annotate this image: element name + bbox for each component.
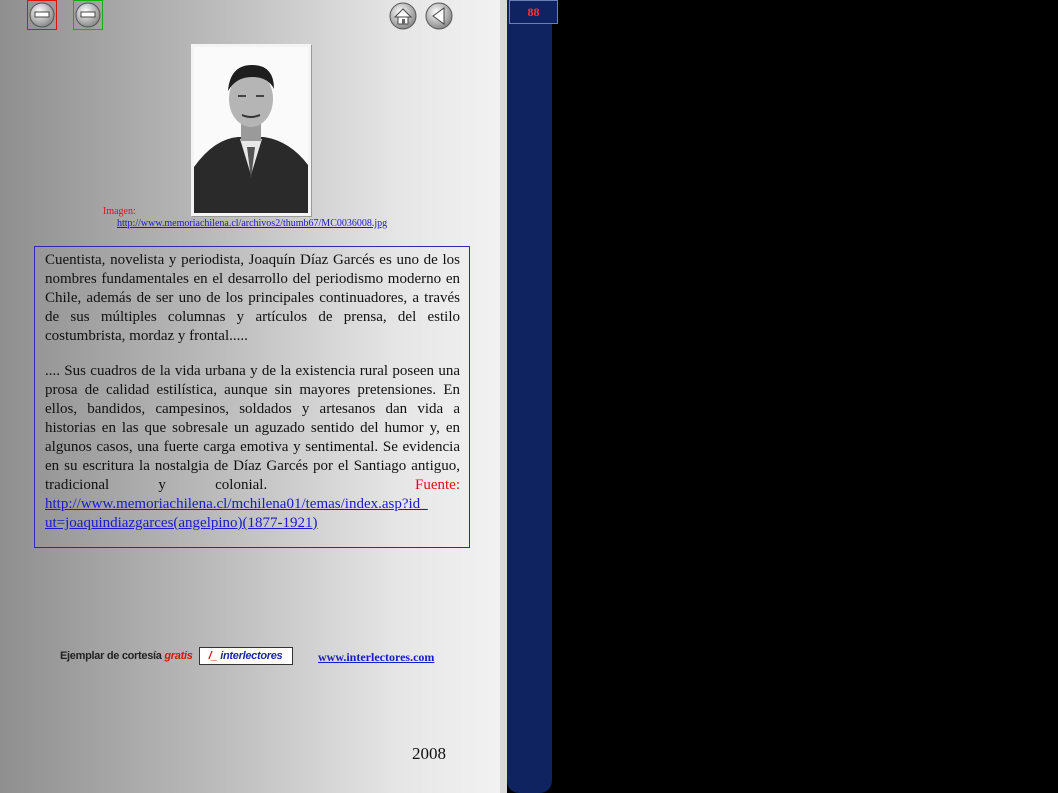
zoom-out-button[interactable] [27,0,57,30]
courtesy-logo[interactable] [60,646,293,666]
source-link[interactable]: http://www.memoriachilena.cl/mchilena01/temas/index.asp?id_ ut=joaquindiazgarces(angelpino)(1877-1921) [45,496,428,531]
year: 2008 [412,744,446,763]
page-number: 88 [509,0,558,24]
paragraph-2 [45,362,460,533]
source-label: Fuente: [415,477,460,493]
website-link[interactable]: www.interlectores.com [318,650,435,664]
article-box [34,246,470,548]
slash-icon: /_ [208,650,218,662]
brand-badge [199,647,293,665]
paragraph-2-text: .... Sus cuadros de la vida urbana y de la existencia rural poseen una prosa de calidad estilística, aunque sin mayores pretensiones. En ellos, bandidos, campesinos, soldados y artesanos dan vida a historias en las que sobresale un aguzado sentido del humor y, en algunos casos, una fuerte carga emotiva y sentimental. Se evidencia en su escritura la nostalgia de Díaz Garcés por el Santiago antiguo, tradicional y colonial. [45,363,460,493]
brand-name: interlectores [220,650,283,662]
paragraph-1: Cuentista, novelista y periodista, Joaquín Díaz Garcés es uno de los nombres fundamentales en el desarrollo del periodismo moderno en Chile, además de ser uno de los principales continuadores, a través de sus múltiples columnas y artículos de prensa, del estilo costumbrista, mordaz y frontal..... [45,252,460,344]
caption-label: Imagen: [103,206,136,217]
portrait-image [194,47,308,213]
side-panel [507,0,552,793]
caption-link[interactable]: http://www.memoriachilena.cl/archivos2/thumb67/MC0036008.jpg [117,218,388,229]
image-caption [103,206,387,230]
zoom-out-button-2[interactable] [73,0,103,30]
back-button[interactable] [425,2,453,30]
minus-circle-icon [28,1,56,29]
minus-circle-icon [74,1,102,29]
page-edge [500,0,507,793]
back-arrow-icon [425,2,453,30]
home-button[interactable] [389,2,417,30]
gratis-text: gratis [164,650,193,662]
author-portrait [191,44,311,216]
home-icon [389,2,417,30]
courtesy-text: Ejemplar de cortesía [60,650,162,662]
